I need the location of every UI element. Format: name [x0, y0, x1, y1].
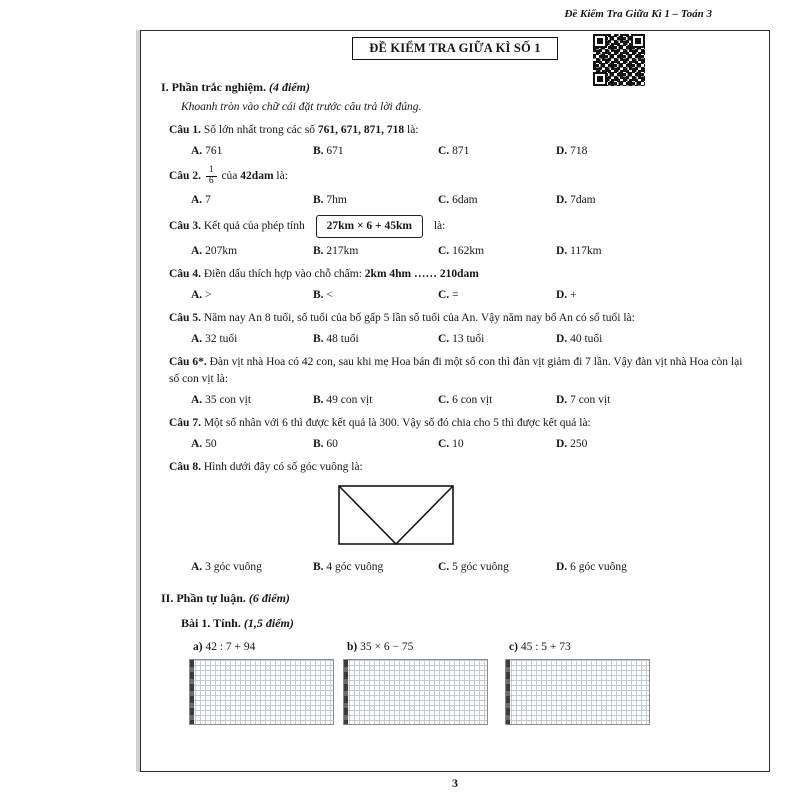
option-a: A. 50	[191, 438, 217, 451]
option-d: D. 250	[556, 438, 588, 451]
question-2-options	[191, 194, 755, 206]
question-1-label: Câu 1.	[169, 124, 201, 136]
section-2-number: II.	[161, 590, 174, 605]
answer-grid-c	[505, 659, 650, 725]
option-d: D. 6 góc vuông	[556, 560, 627, 573]
option-b: B. <	[313, 288, 333, 301]
question-2	[169, 166, 755, 187]
section-1-heading	[161, 80, 755, 95]
answer-grid-a	[189, 659, 334, 725]
question-5-options	[191, 333, 755, 345]
question-4-right-value: 210dam	[439, 267, 479, 280]
option-a: A. >	[191, 288, 212, 301]
option-a: A. 3 góc vuông	[191, 560, 262, 573]
question-3-options	[191, 245, 755, 257]
answer-grid-b	[343, 659, 488, 725]
question-7-text: Một số nhân với 6 thì được kết quả là 300. Vậy số đó chia cho 5 thì được kết quả là:	[203, 416, 591, 429]
question-1	[169, 122, 755, 138]
question-8-options	[191, 561, 755, 573]
exercise-b-label: b) 35 × 6 − 75	[347, 640, 414, 653]
option-d: D. +	[556, 288, 577, 301]
qr-finder-icon	[593, 72, 607, 86]
rectangle-with-diagonals-figure	[337, 484, 457, 548]
document-page	[140, 30, 770, 772]
question-2-text: của	[221, 170, 238, 183]
option-c: C. 162km	[438, 244, 485, 257]
qr-finder-icon	[631, 34, 645, 48]
question-5	[169, 310, 755, 326]
option-b: B. 4 góc vuông	[313, 560, 384, 573]
question-7	[169, 415, 755, 431]
option-b: B. 49 con vịt	[313, 393, 373, 406]
question-2-text-end: là:	[276, 170, 288, 183]
option-a: A. 32 tuổi	[191, 333, 238, 346]
question-1-text: Số lớn nhất trong các số	[203, 124, 315, 136]
question-6-label: Câu 6*.	[169, 356, 207, 369]
question-2-label: Câu 2.	[169, 170, 201, 183]
section-1-title: Phần trắc nghiệm.	[171, 80, 267, 94]
question-1-text-end: là:	[407, 124, 419, 136]
page-title: ĐỀ KIỂM TRA GIỮA KÌ SỐ 1	[352, 37, 558, 60]
option-d: D. 7dam	[556, 194, 596, 207]
option-c: C. 871	[438, 145, 470, 158]
question-5-text: Năm nay An 8 tuổi, số tuổi của bố gấp 5 lần số tuổi của An. Vậy năm nay bố An có số tuổi là:	[203, 311, 635, 324]
qr-finder-icon	[593, 34, 607, 48]
option-d: D. 7 con vịt	[556, 393, 611, 406]
qr-code-icon	[593, 34, 645, 86]
option-a: A. 35 con vịt	[191, 393, 252, 406]
exercises-row	[189, 641, 755, 725]
question-6	[169, 354, 755, 387]
question-7-label: Câu 7.	[169, 416, 201, 429]
question-5-label: Câu 5.	[169, 311, 201, 324]
section-2-title: Phần tự luận.	[176, 590, 246, 605]
option-b: B. 671	[313, 145, 344, 158]
question-8-label: Câu 8.	[169, 461, 201, 474]
question-4	[169, 266, 755, 282]
option-a: A. 7	[191, 194, 211, 207]
question-7-options	[191, 438, 755, 450]
option-d: D. 40 tuổi	[556, 333, 603, 346]
option-c: C. 6dam	[438, 194, 478, 207]
question-6-options	[191, 394, 755, 406]
question-1-options	[191, 145, 755, 157]
exercise-a	[189, 641, 335, 725]
option-a: A. 761	[191, 145, 223, 158]
question-8-text: Hình dưới đây có số góc vuông là:	[203, 461, 363, 474]
exercise-b	[343, 641, 489, 725]
question-6-text: Đàn vịt nhà Hoa có 42 con, sau khi mẹ Hoa bán đi một số con thì đàn vịt giảm đi 7 lần. Vậy đàn vịt nhà Hoa còn lại số con vịt là:	[169, 356, 743, 385]
question-4-dots: ……	[414, 267, 437, 280]
option-c: C. 10	[438, 438, 464, 451]
page-number: 3	[452, 776, 458, 790]
question-4-options	[191, 289, 755, 301]
exercise-1-points: (1,5 điểm)	[243, 615, 294, 630]
option-c: C. 5 góc vuông	[438, 560, 509, 573]
question-1-numbers: 761, 671, 871, 718	[317, 124, 405, 136]
section-2-points: (6 điểm)	[248, 590, 290, 605]
fraction-one-sixth: $\frac{1}{6}$	[206, 166, 217, 187]
question-8	[169, 459, 755, 475]
exercise-a-label: a) 42 : 7 + 94	[193, 640, 256, 653]
question-4-left-value: 2km 4hm	[364, 267, 412, 280]
exercise-1-label: Bài 1.	[181, 615, 211, 630]
option-c: C. 6 con vịt	[438, 393, 493, 406]
section-1-points: (4 điểm)	[269, 80, 311, 94]
option-b: B. 217km	[313, 244, 359, 257]
option-d: D. 718	[556, 145, 588, 158]
option-b: B. 60	[313, 438, 338, 451]
exercise-c-label: c) 45 : 5 + 73	[509, 640, 571, 653]
question-4-label: Câu 4.	[169, 267, 201, 280]
question-3-text: Kết quả của phép tính	[203, 220, 305, 233]
question-3-text-end: là:	[433, 220, 446, 233]
running-header: Đề Kiểm Tra Giữa Kì 1 – Toán 3	[564, 8, 712, 20]
section-1-number: I.	[161, 80, 169, 94]
section-2-heading	[161, 591, 755, 606]
option-c: C. =	[438, 288, 459, 301]
exercise-1-heading	[181, 616, 755, 631]
question-8-figure	[337, 484, 755, 551]
question-3-label: Câu 3.	[169, 220, 201, 233]
question-4-text: Điền dấu thích hợp vào chỗ chấm:	[203, 267, 362, 280]
exercise-c	[505, 641, 651, 725]
option-d: D. 117km	[556, 244, 602, 257]
instruction-text: Khoanh tròn vào chữ cái đặt trước câu trả lời đúng.	[181, 101, 422, 113]
option-b: B. 7hm	[313, 194, 347, 207]
option-c: C. 13 tuổi	[438, 333, 485, 346]
boxed-expression: 27km × 6 + 45km	[316, 215, 423, 237]
option-b: B. 48 tuổi	[313, 333, 359, 346]
question-3	[169, 215, 755, 237]
exercise-1-title: Tính.	[213, 615, 241, 630]
question-2-value: 42dam	[240, 170, 274, 183]
option-a: A. 207km	[191, 244, 238, 257]
